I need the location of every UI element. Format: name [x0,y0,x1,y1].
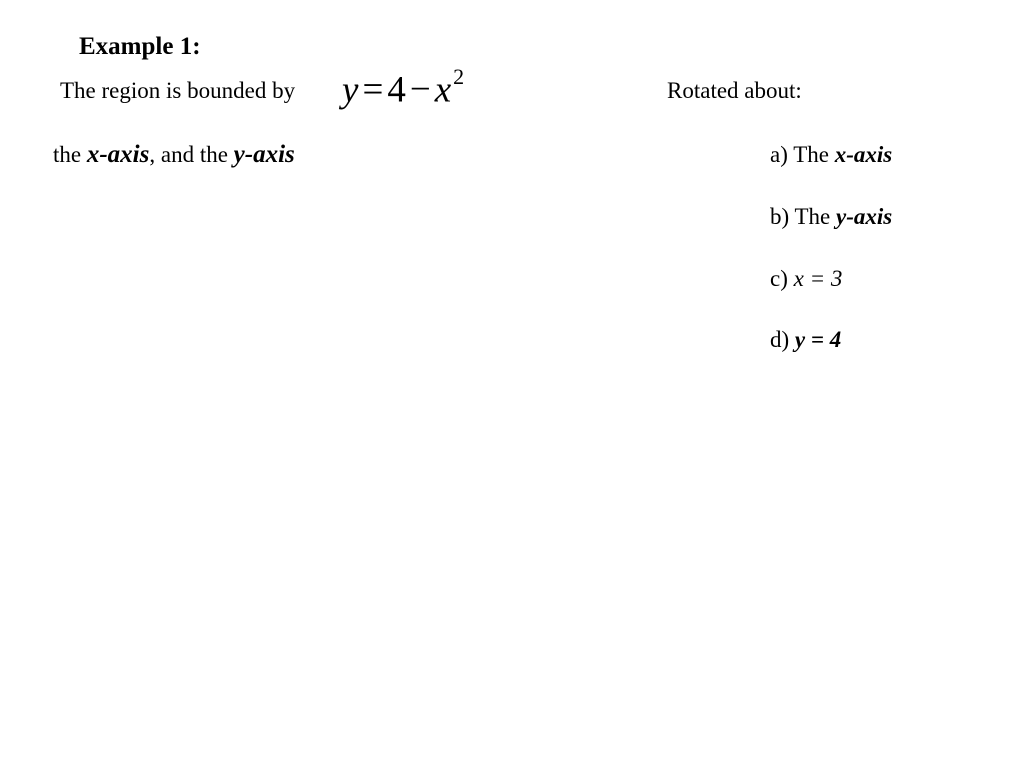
option-b [770,205,892,228]
option-c-prefix: c) [770,266,794,291]
option-d-value: y = 4 [794,327,842,352]
option-b-prefix: b) The [770,204,837,229]
option-a-prefix: a) The [770,142,835,167]
equation-constant: 4 [387,69,406,111]
equation-variable: x [434,69,452,111]
rotated-about-label: Rotated about: [667,78,802,103]
equation-exponent: 2 [453,64,465,89]
slide-title: Example 1: [79,33,201,60]
bounding-axes-line [53,142,295,167]
option-c [770,267,842,290]
axis-y-label: y-axis [233,141,295,168]
axis-x-label: x-axis [86,141,150,168]
option-d [770,328,841,351]
equation-minus: − [409,69,431,111]
option-c-value: x = 3 [793,266,843,291]
option-a [770,143,892,166]
option-a-value: x-axis [834,142,893,167]
region-description: The region is bounded by [60,78,296,103]
equation [342,64,465,111]
axes-middle: , and the [149,142,234,167]
axes-prefix: the [53,142,87,167]
option-d-prefix: d) [770,327,795,352]
equation-equals: = [362,69,384,111]
option-b-value: y-axis [836,204,893,229]
equation-lhs: y [342,69,359,111]
